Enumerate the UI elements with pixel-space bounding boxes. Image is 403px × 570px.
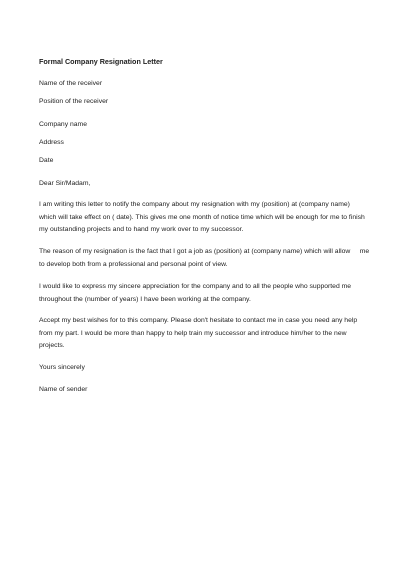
paragraph-appreciation [39,281,369,306]
sender-name: Name of sender [39,386,88,393]
paragraph-line: I am writing this letter to notify the company about my resignation with my (position) at (company name) [39,201,350,208]
paragraph-line: to develop both from a professional and personal point of view. [39,260,228,268]
receiver-name: Name of the receiver [39,80,103,87]
paragraph-line: The reason of my resignation is the fact that I got a job as (position) at (company name) which will allow me [39,248,370,255]
paragraph-line: my outstanding projects and to hand my work over to my successor. [39,226,244,233]
paragraph-line: throughout the (number of years) I have been working at the company. [39,295,251,303]
company-name: Company name [39,121,87,128]
paragraph-line: I would like to express my sincere appreciation for the company and to all the people who supported me [39,283,352,290]
date: Date [39,157,54,164]
salutation: Dear Sir/Madam, [39,180,91,187]
paragraph-wishes [39,315,369,353]
paragraph-line: Accept my best wishes for to this company. Please don't hesitate to contact me in case you need any help [39,317,358,324]
address: Address [39,139,64,146]
paragraph-line: projects. [39,342,65,349]
paragraph-reason [39,246,369,271]
paragraph-line: from my part. I would be more than happy to help train my successor and introduce him/her to the new [39,329,347,337]
paragraph-notice [39,199,369,237]
receiver-position: Position of the receiver [39,98,109,105]
closing: Yours sincerely [39,364,85,371]
letter-title: Formal Company Resignation Letter [39,57,163,66]
paragraph-line: which will take effect on ( date). This gives me one month of notice time which will be enough for me to finish [39,213,365,221]
